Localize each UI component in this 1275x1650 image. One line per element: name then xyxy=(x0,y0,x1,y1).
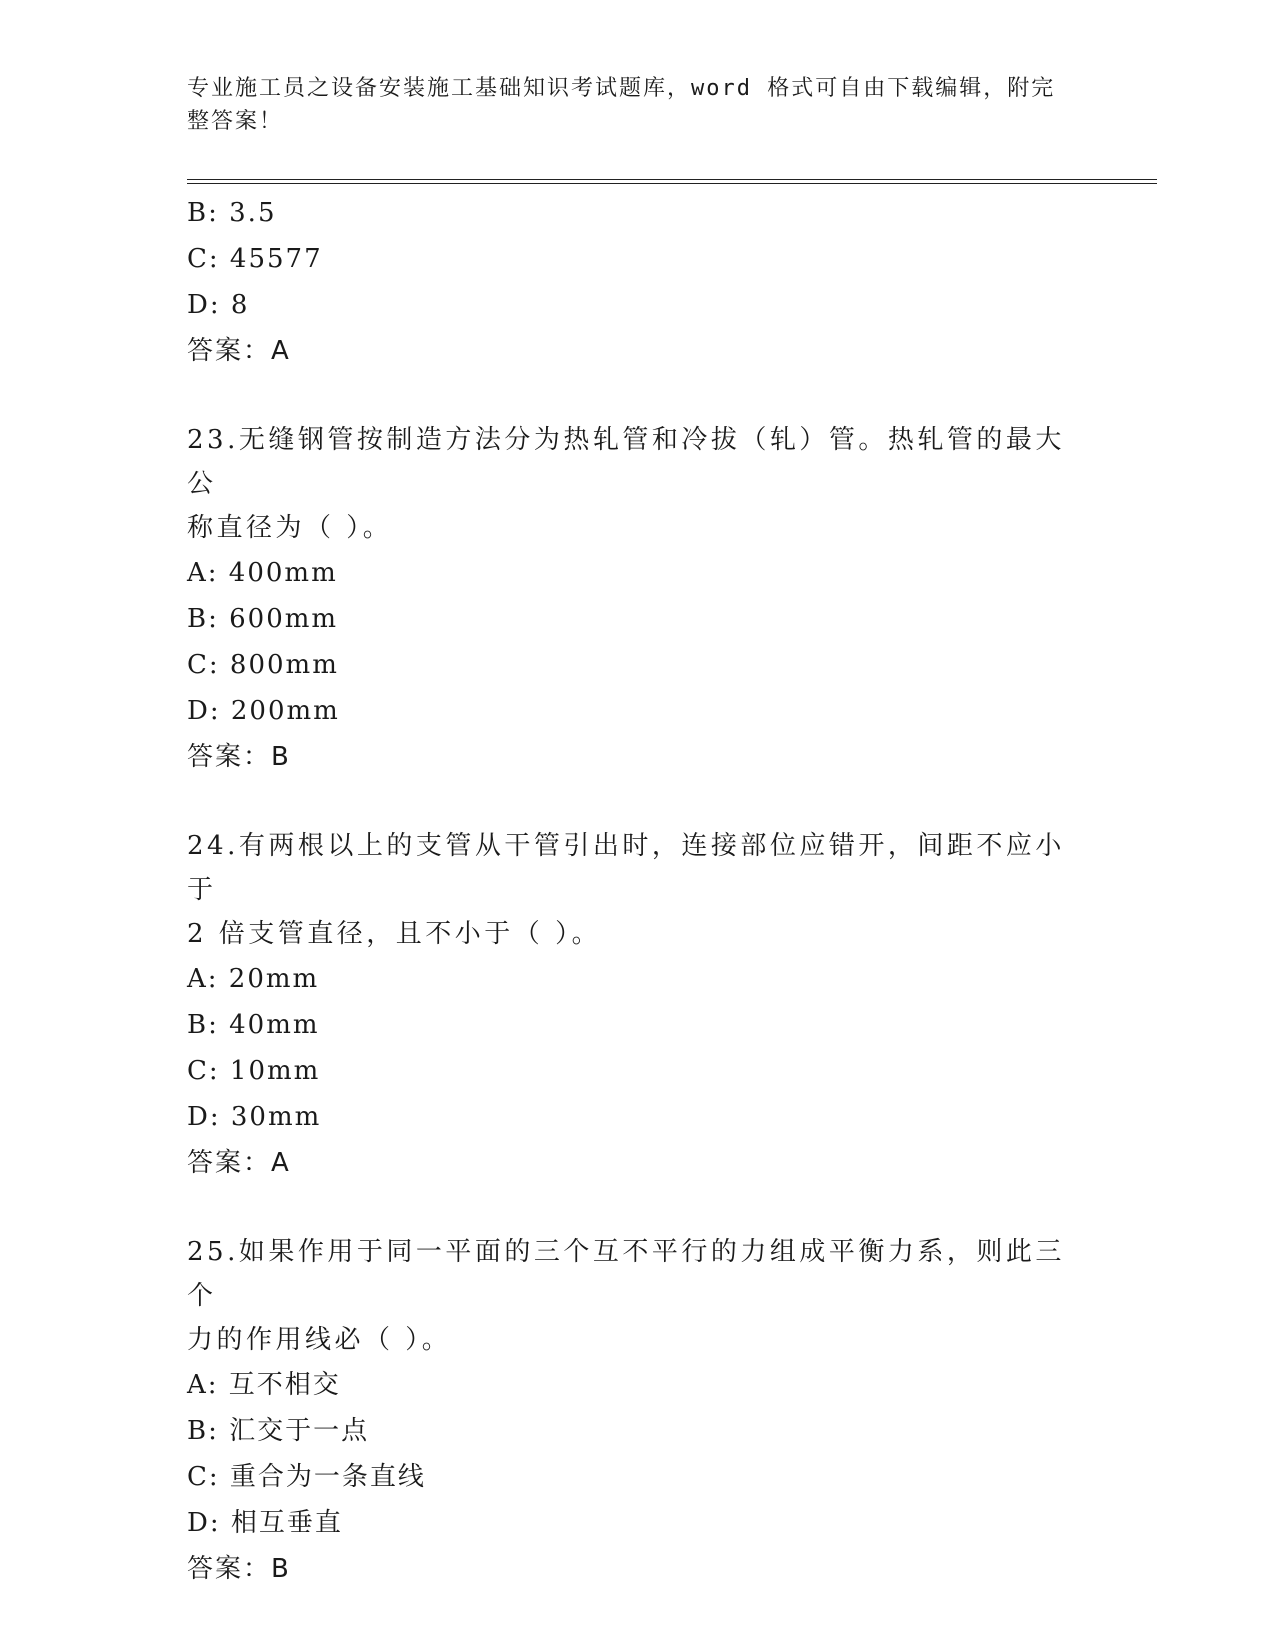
option-a: A: 400mm xyxy=(187,558,338,588)
header-line-2: 整答案！ xyxy=(187,109,284,134)
option-a: A: 20mm xyxy=(187,964,320,994)
answer-line: 答案：A xyxy=(187,336,291,366)
option-d: D: 相互垂直 xyxy=(187,1508,343,1538)
header-divider-bottom xyxy=(187,183,1157,184)
option-c: C: 10mm xyxy=(187,1056,321,1086)
document-header xyxy=(187,72,1067,138)
header-line-1: 专业施工员之设备安装施工基础知识考试题库，word 格式可自由下载编辑，附完 xyxy=(187,76,1056,101)
option-c: C: 45577 xyxy=(187,244,323,274)
question-text xyxy=(187,824,1087,956)
question-text-line-2: 2 倍支管直径，且不小于（ ）。 xyxy=(187,919,602,949)
question-25 xyxy=(187,1230,1087,1592)
question-list xyxy=(187,190,1087,1592)
option-d: D: 200mm xyxy=(187,696,340,726)
option-d: D: 30mm xyxy=(187,1102,322,1132)
question-text xyxy=(187,418,1087,550)
question-24 xyxy=(187,824,1087,1186)
question-text-line-2: 力的作用线必（ ）。 xyxy=(187,1325,452,1355)
option-a: A: 互不相交 xyxy=(187,1370,341,1400)
question-23 xyxy=(187,418,1087,780)
question-text-line-2: 称直径为（ ）。 xyxy=(187,513,393,543)
option-b: B: 40mm xyxy=(187,1010,320,1040)
question-text-line-1: 24.有两根以上的支管从干管引出时，连接部位应错开，间距不应小于 xyxy=(187,831,1065,905)
header-divider-top xyxy=(187,179,1157,180)
previous-question-tail xyxy=(187,190,1087,374)
option-c: C: 800mm xyxy=(187,650,339,680)
question-text-line-1: 25.如果作用于同一平面的三个互不平行的力组成平衡力系，则此三个 xyxy=(187,1237,1065,1311)
answer-line: 答案：B xyxy=(187,742,291,772)
option-b: B: 3.5 xyxy=(187,198,277,228)
question-text-line-1: 23.无缝钢管按制造方法分为热轧管和冷拔（轧）管。热轧管的最大公 xyxy=(187,425,1065,499)
option-b: B: 600mm xyxy=(187,604,339,634)
answer-line: 答案：A xyxy=(187,1148,291,1178)
option-c: C: 重合为一条直线 xyxy=(187,1462,426,1492)
answer-line: 答案：B xyxy=(187,1554,291,1584)
question-text xyxy=(187,1230,1087,1362)
option-d: D: 8 xyxy=(187,290,250,320)
option-b: B: 汇交于一点 xyxy=(187,1416,370,1446)
